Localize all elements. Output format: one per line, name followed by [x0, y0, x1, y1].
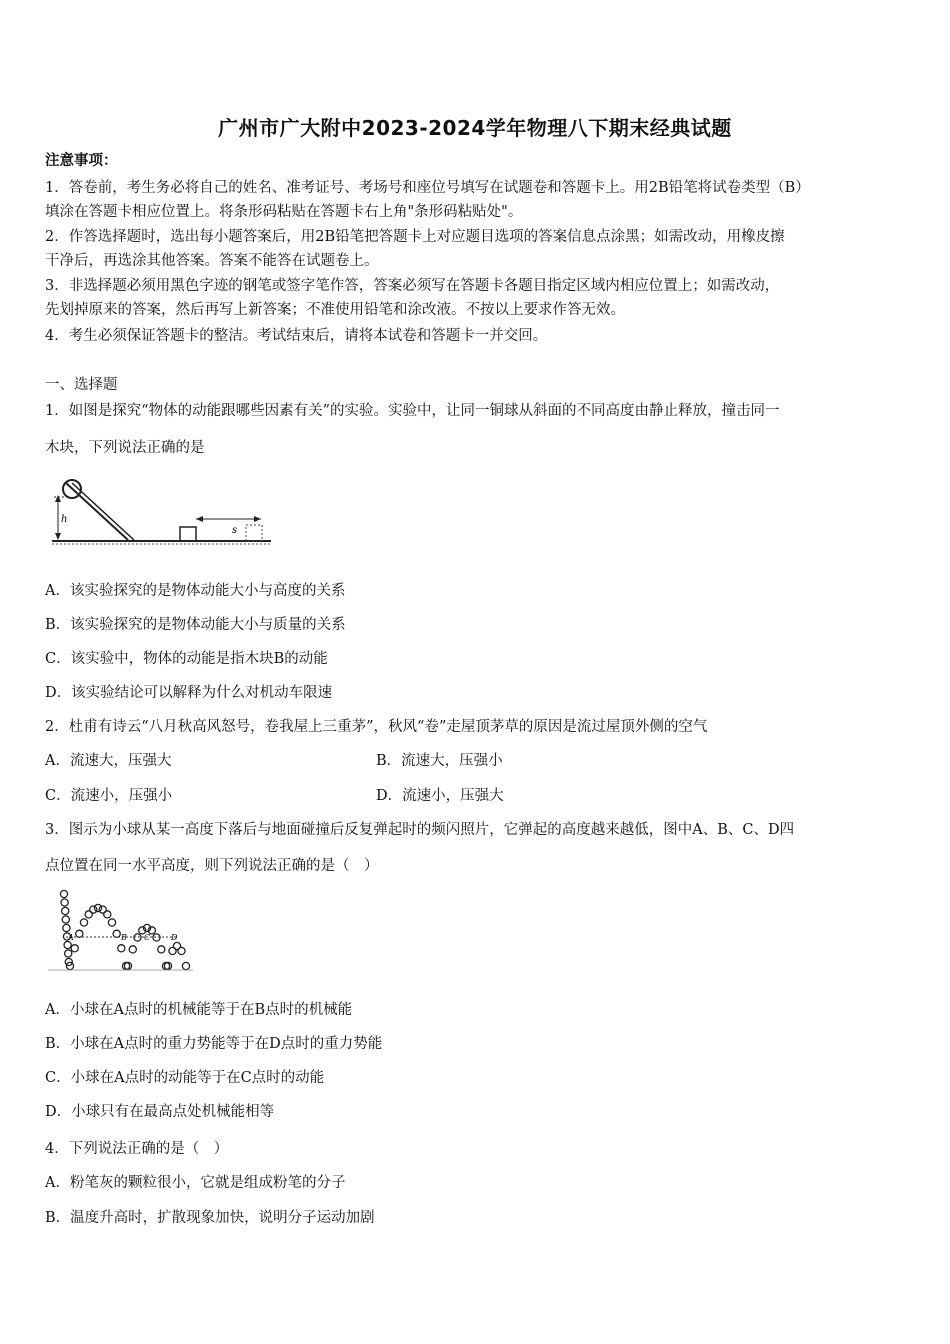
- q3-stem: 3．图示为小球从某一高度下落后与地面碰撞后反复弹起时的频闪照片，它弹起的高度越来越低，图中A、B、C、D四: [45, 822, 795, 838]
- ball-image: [65, 950, 72, 957]
- ball-image: [60, 890, 67, 897]
- q4-option-b: B．温度升高时，扩散现象加快，说明分子运动加剧: [45, 1210, 375, 1226]
- q3-option-b: B．小球在A点时的重力势能等于在D点时的重力势能: [45, 1036, 383, 1052]
- ball-image: [118, 945, 125, 952]
- notice-line: 4．考生必须保证答题卡的整洁。考试结束后，请将本试卷和答题卡一并交回。: [45, 328, 548, 344]
- ball-image: [178, 947, 185, 954]
- ball-image: [62, 916, 69, 923]
- ball-image: [71, 945, 78, 952]
- ball-image: [94, 904, 101, 911]
- q2-option-c: C．流速小，压强小: [45, 788, 173, 804]
- q1-option-b: B．该实验探究的是物体动能大小与质量的关系: [45, 617, 346, 633]
- q1-stem: 1．如图是探究“物体的动能跟哪些因素有关”的实验。实验中，让同一铜球从斜面的不同高度由静止释放，撞击同一: [45, 403, 780, 419]
- notice-heading: 注意事项：: [45, 152, 118, 169]
- notice-line: 3．非选择题必须用黑色字迹的钢笔或签字笔作答，答案必须写在答题卡各题目指定区域内相应位置上；如需改动，: [45, 278, 780, 294]
- q2-stem: 2．杜甫有诗云“八月秋高风怒号，卷我屋上三重茅”，秋风“卷”走屋顶茅草的原因是流过屋顶外侧的空气: [45, 719, 708, 735]
- q4-option-a: A．粉笔灰的颗粒很小，它就是组成粉笔的分子: [45, 1175, 346, 1191]
- ball-image: [61, 899, 68, 906]
- ball-image: [158, 946, 165, 953]
- ball-image: [104, 911, 111, 918]
- notice-line: 先划掉原来的答案，然后再写上新答案；不准使用铅笔和涂改液。不按以上要求作答无效。: [45, 302, 625, 318]
- q1-option-c: C．该实验中，物体的动能是指木块B的动能: [45, 651, 328, 667]
- point-c-label: C: [144, 933, 151, 942]
- distance-label: s: [232, 525, 238, 536]
- q3-option-c: C．小球在A点时的动能等于在C点时的动能: [45, 1070, 325, 1086]
- ball-image: [90, 906, 97, 913]
- page-title: 广州市广大附中2023-2024学年物理八下期末经典试题: [218, 116, 732, 140]
- notice-line: 2．作答选择题时，选出每小题答案后，用2B铅笔把答题卡上对应题目选项的答案信息点涂黑；如需改动，用橡皮擦: [45, 229, 785, 245]
- q2-option-d: D．流速小，压强大: [376, 788, 504, 804]
- q2-option-a: A．流速大，压强大: [45, 753, 172, 769]
- ball-image: [76, 930, 83, 937]
- ball-image: [80, 919, 87, 926]
- q2-option-b: B．流速大，压强小: [376, 753, 503, 769]
- height-label: h: [61, 514, 68, 525]
- q1-ramp-figure: [46, 475, 276, 547]
- ball-image: [129, 946, 136, 953]
- ball-image: [62, 907, 69, 914]
- q1-option-a: A．该实验探究的是物体动能大小与高度的关系: [45, 583, 346, 599]
- ball-image: [108, 919, 115, 926]
- q4-stem: 4．下列说法正确的是（ ）: [45, 1141, 229, 1157]
- point-a-label: A: [68, 933, 74, 942]
- point-b-label: B: [121, 933, 127, 942]
- notice-line: 1．答卷前，考生务必将自己的姓名、准考证号、考场号和座位号填写在试题卷和答题卡上。用2B铅笔将试卷类型（B）: [45, 180, 810, 196]
- ball-image: [182, 962, 189, 969]
- ball-image: [64, 941, 71, 948]
- q3-option-a: A．小球在A点时的机械能等于在B点时的机械能: [45, 1002, 353, 1018]
- q1-option-d: D．该实验结论可以解释为什么对机动车限速: [45, 685, 333, 701]
- q3-stem-cont: 点位置在同一水平高度，则下列说法正确的是（ ）: [45, 858, 379, 874]
- notice-line: 填涂在答题卡相应位置上。将条形码粘贴在答题卡右上角"条形码粘贴处"。: [45, 204, 523, 220]
- notice-line: 干净后，再选涂其他答案。答案不能答在试题卷上。: [45, 253, 379, 269]
- point-d-label: D: [171, 933, 178, 942]
- section-heading: 一、选择题: [45, 377, 118, 393]
- ball-image: [113, 930, 120, 937]
- ball-image: [63, 924, 70, 931]
- q3-option-d: D．小球只有在最高点处机械能相等: [45, 1104, 275, 1120]
- q3-bounce-figure: [48, 888, 198, 974]
- q1-stem-cont: 木块，下列说法正确的是: [45, 440, 205, 456]
